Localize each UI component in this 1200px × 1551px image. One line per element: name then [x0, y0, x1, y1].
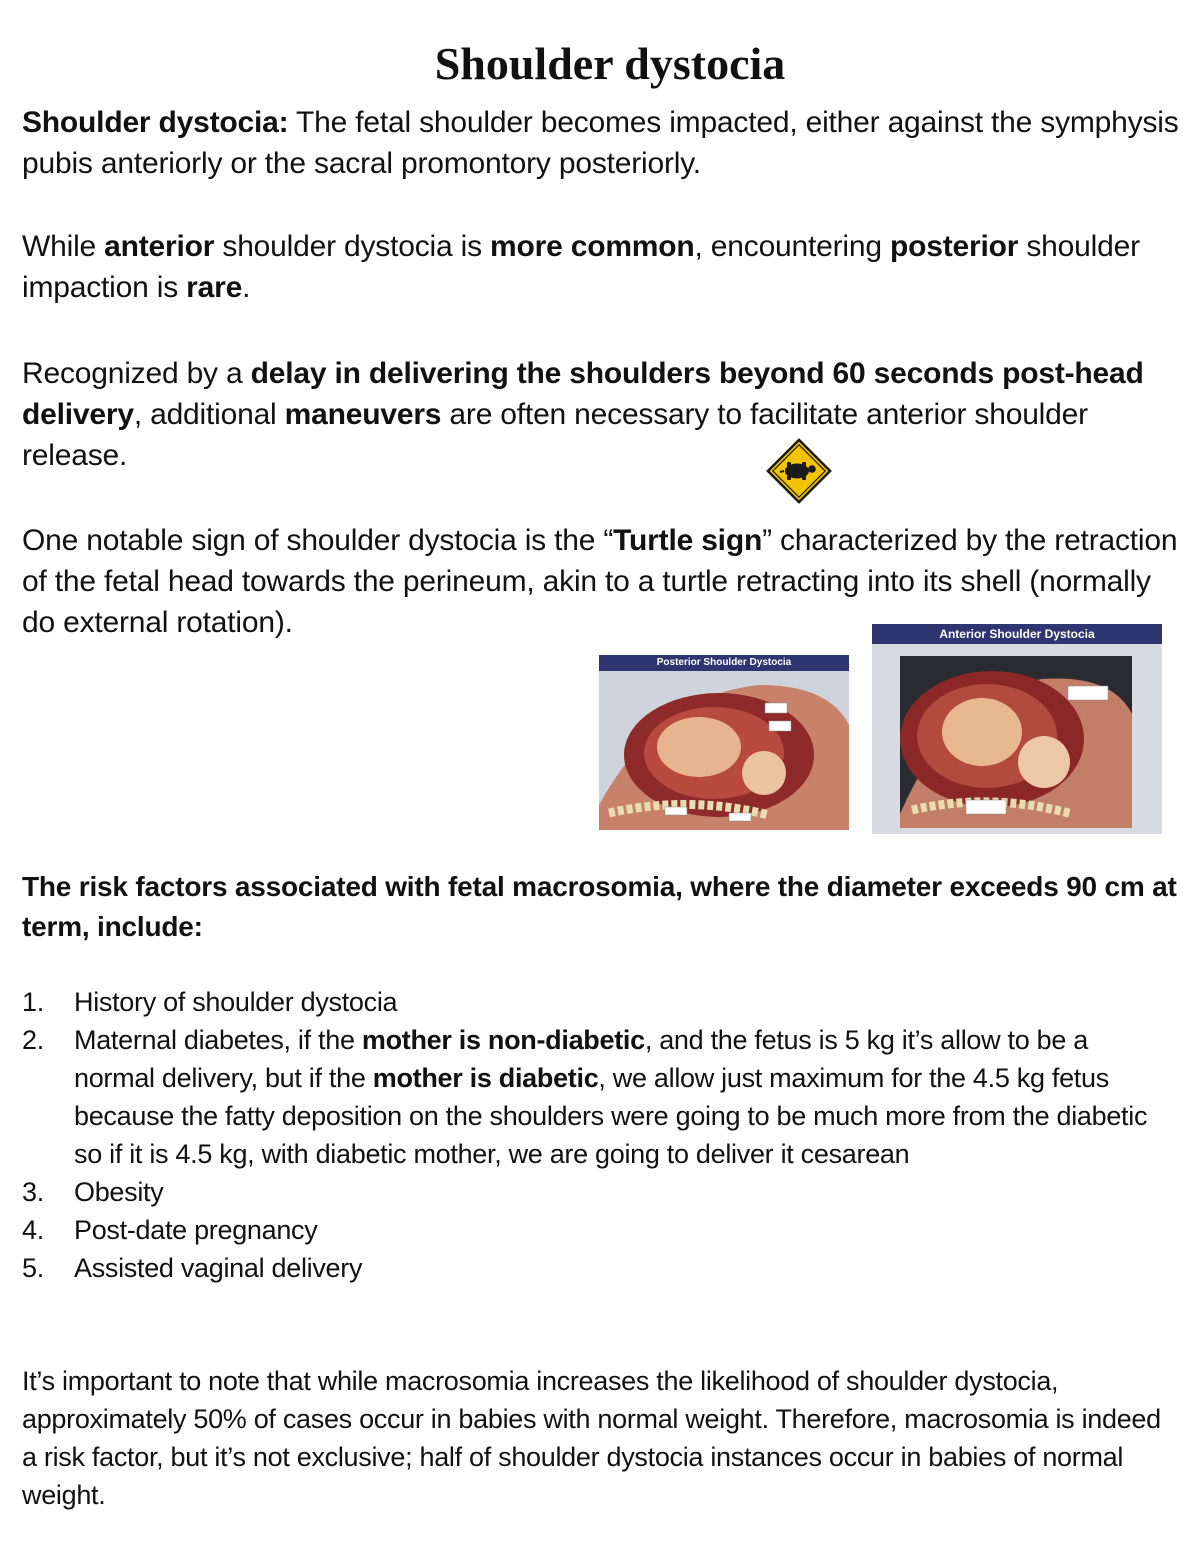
text-run: , encountering	[694, 230, 891, 263]
bold-run: Turtle sign	[613, 524, 763, 557]
text-run: , we allow just maximum for the 4.5 kg fetus because the fatty deposition on the shoulders were going to be much more from the diabetic so if it is 4.5 kg, with diabetic mother, we are going to deliver it cesarean	[74, 1063, 1148, 1169]
definition-term: Shoulder dystocia:	[22, 106, 289, 139]
definition-paragraph	[22, 102, 1182, 184]
text-run: shoulder impaction is	[22, 230, 1140, 304]
risk-factors-heading: The risk factors associated with fetal macrosomia, where the diameter exceeds 90 cm at term, include:	[22, 871, 1177, 942]
list-number: 4.	[22, 1215, 44, 1245]
list-number: 1.	[22, 987, 44, 1017]
list-number: 5.	[22, 1253, 44, 1283]
common-rare-paragraph	[22, 226, 1182, 308]
text-run: , and the fetus is 5 kg it’s allow to be a normal delivery, but if the	[74, 1025, 1088, 1093]
bold-run: delay in delivering the shoulders beyond 60 seconds post-head delivery	[22, 357, 1144, 431]
bold-run: more common	[490, 230, 695, 263]
anterior-illustration	[872, 624, 1162, 834]
closing-paragraph: It’s important to note that while macrosomia increases the likelihood of shoulder dystocia, approximately 50% of cases occur in babies with normal weight. Therefore, macrosomia is indeed a risk factor, but it’s not exclusive; half of shoulder dystocia instances occur in babies of normal weight.	[22, 1366, 1161, 1510]
text-run: .	[242, 271, 251, 304]
list-item	[22, 1173, 1162, 1211]
list-number: 3.	[22, 1177, 44, 1207]
posterior-illustration	[599, 655, 849, 830]
text-run: While	[22, 230, 105, 263]
text-run: , additional	[133, 398, 285, 431]
risk-factors-list	[22, 983, 1162, 1287]
text-run: Recognized by a	[22, 357, 251, 390]
figure-title: Anterior Shoulder Dystocia	[872, 624, 1162, 644]
list-item	[22, 1021, 1162, 1173]
definition-text: The fetal shoulder becomes impacted, either against the symphysis pubis anteriorly or the sacral promontory posteriorly.	[22, 106, 1179, 180]
list-item	[22, 983, 1162, 1021]
list-item-text: Assisted vaginal delivery	[74, 1253, 363, 1283]
list-item	[22, 1211, 1162, 1249]
turtle-crossing-sign-icon	[764, 436, 834, 506]
anterior-shoulder-dystocia-figure	[872, 624, 1162, 834]
list-item	[22, 1249, 1162, 1287]
list-item-text: Obesity	[74, 1177, 164, 1207]
list-item-text: History of shoulder dystocia	[74, 987, 398, 1017]
text-run: shoulder dystocia is	[214, 230, 491, 263]
posterior-shoulder-dystocia-figure	[599, 655, 849, 830]
page-title: Shoulder dystocia	[434, 38, 786, 89]
text-run: Maternal diabetes, if the	[74, 1025, 362, 1055]
bold-run: anterior	[104, 230, 215, 263]
figure-title: Posterior Shoulder Dystocia	[599, 655, 849, 671]
text-run: are often necessary to facilitate anterior shoulder release.	[22, 398, 1088, 472]
list-number: 2.	[22, 1025, 44, 1055]
text-run: One notable sign of shoulder dystocia is the “	[22, 524, 614, 557]
recognized-paragraph	[22, 353, 1182, 476]
list-item-text: Post-date pregnancy	[74, 1215, 318, 1245]
bold-run: rare	[186, 271, 243, 304]
text-run: ” characterized by the retraction of the fetal head towards the perineum, akin to a turtle retracting into its shell (normally do external rotation).	[22, 524, 1178, 639]
bold-run: mother is diabetic	[372, 1063, 599, 1093]
bold-run: maneuvers	[284, 398, 442, 431]
bold-run: posterior	[890, 230, 1019, 263]
bold-run: mother is non-diabetic	[361, 1025, 645, 1055]
